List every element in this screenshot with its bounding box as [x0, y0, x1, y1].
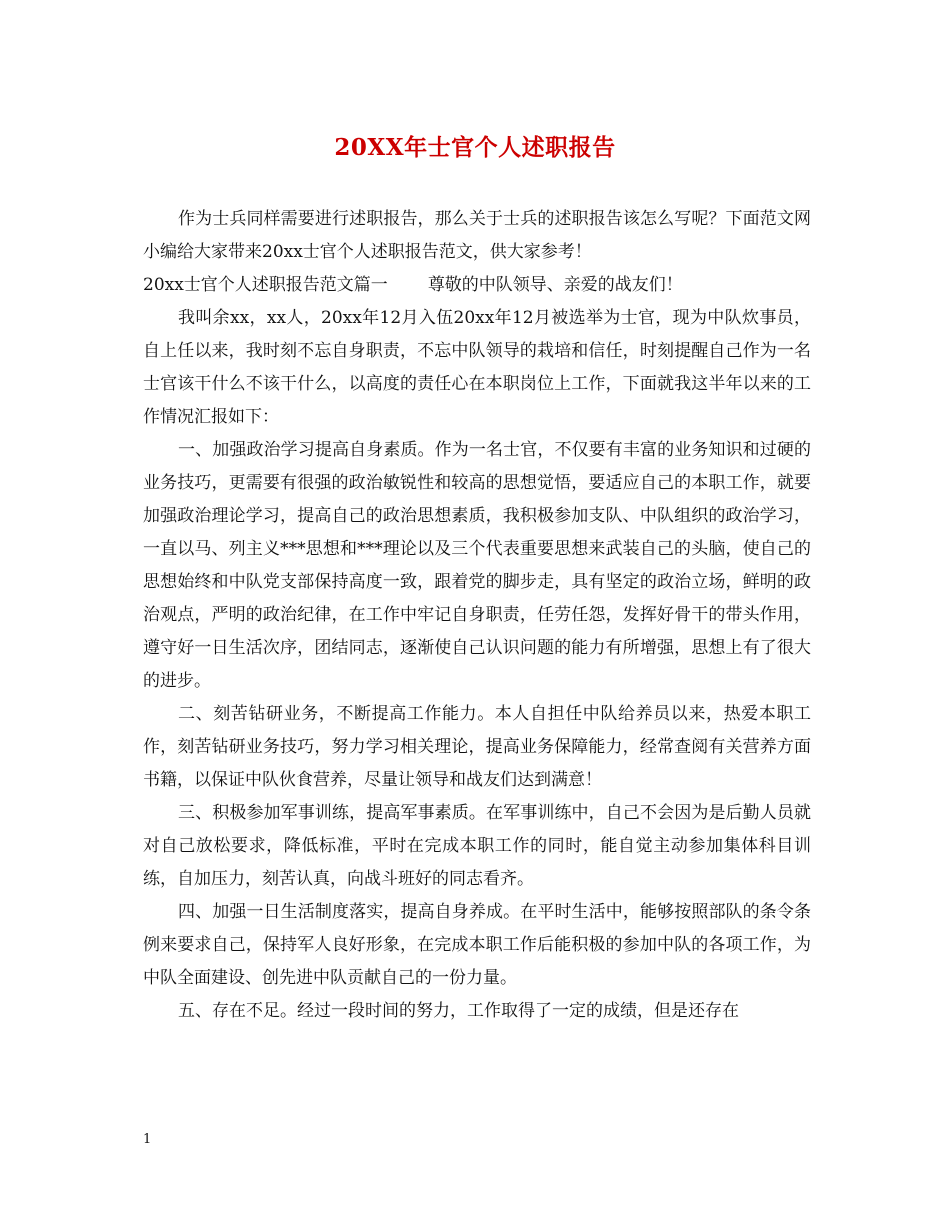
section-heading-line [143, 269, 811, 302]
body-paragraph: 三、积极参加军事训练，提高军事素质。在军事训练中，自己不会因为是后勤人员就对自己放松要求，降低标准，平时在完成本职工作的同时，能自觉主动参加集体科目训练，自加压力，刻苦认真，向战斗班好的同志看齐。 [143, 803, 811, 889]
body-paragraph: 一、加强政治学习提高自身素质。作为一名士官，不仅要有丰富的业务知识和过硬的业务技巧，更需要有很强的政治敏锐性和较高的思想觉悟，要适应自己的本职工作，就要加强政治理论学习，提高自己的政治思想素质，我积极参加支队、中队组织的政治学习，一直以马、列主义***思想和***理论以及三个代表重要思想来武装自己的头脑，使自己的思想始终和中队党支部保持高度一致，跟着党的脚步走，具有坚定的政治立场，鲜明的政治观点，严明的政治纪律，在工作中牢记自身职责，任劳任怨，发挥好骨干的带头作用，遵守好一日生活次序，团结同志，逐渐使自己认识问题的能力有所增强，思想上有了很大的进步。 [143, 440, 811, 691]
section-heading: 20xx士官个人述职报告范文篇一 [143, 275, 388, 295]
body-paragraph: 五、存在不足。经过一段时间的努力，工作取得了一定的成绩，但是还存在 [178, 1001, 739, 1021]
page-number: 1 [143, 1132, 152, 1147]
salutation: 尊敬的中队领导、亲爱的战友们！ [427, 275, 683, 295]
body-paragraph: 四、加强一日生活制度落实，提高自身养成。在平时生活中，能够按照部队的条令条例来要求自己，保持军人良好形象，在完成本职工作后能积极的参加中队的各项工作，为中队全面建设、创先进中队贡献自己的一份力量。 [143, 902, 811, 988]
intro-paragraph: 作为士兵同样需要进行述职报告，那么关于士兵的述职报告该怎么写呢？下面范文网小编给大家带来20xx士官个人述职报告范文，供大家参考！ [143, 209, 811, 262]
document-body [143, 203, 811, 1028]
body-paragraph: 二、刻苦钻研业务，不断提高工作能力。本人自担任中队给养员以来，热爱本职工作，刻苦钻研业务技巧，努力学习相关理论，提高业务保障能力，经常查阅有关营养方面书籍，以保证中队伙食营养，尽量让领导和战友们达到满意！ [143, 704, 811, 790]
document-title: 20XX年士官个人述职报告 [334, 134, 616, 161]
body-paragraph: 我叫余xx，xx人，20xx年12月入伍20xx年12月被选举为士官，现为中队炊事员，自上任以来，我时刻不忘自身职责，不忘中队领导的栽培和信任，时刻提醒自己作为一名士官该干什么不该干什么，以高度的责任心在本职岗位上工作，下面就我这半年以来的工作情况汇报如下： [143, 308, 811, 427]
